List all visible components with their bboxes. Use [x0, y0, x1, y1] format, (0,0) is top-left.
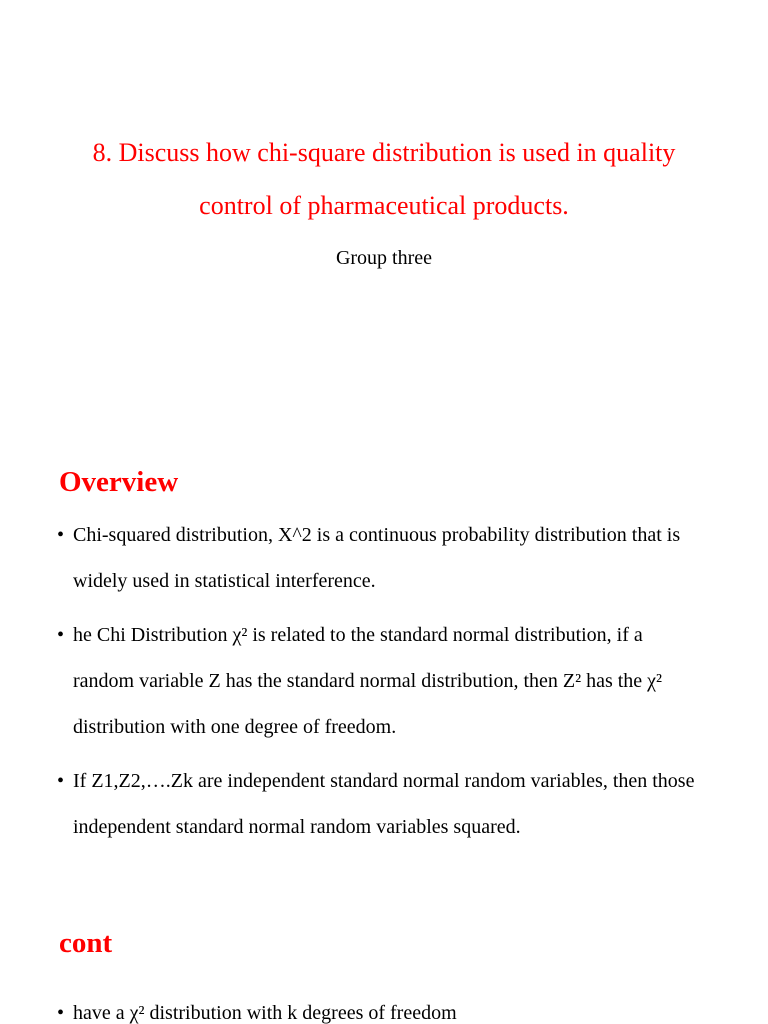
overview-bullet-text: Chi-squared distribution, X^2 is a continuous probability distribution that is widely used in statistical interference. — [73, 524, 681, 592]
cont-heading: cont — [59, 927, 113, 959]
overview-bullet-list — [57, 512, 707, 858]
overview-bullet-item — [57, 512, 707, 604]
bullet-icon: • — [57, 624, 65, 646]
overview-heading: Overview — [59, 466, 179, 498]
overview-bullet-item — [57, 758, 707, 850]
cont-bullet-list — [57, 990, 707, 1024]
bullet-icon: • — [57, 770, 65, 792]
slide-subtitle: Group three — [335, 247, 433, 269]
overview-bullet-item — [57, 612, 707, 750]
cont-bullet-item — [57, 990, 707, 1024]
bullet-icon: • — [57, 1002, 65, 1024]
overview-bullet-text: If Z1,Z2,….Zk are independent standard normal random variables, then those independent standard normal random variables squared. — [73, 770, 695, 838]
bullet-icon: • — [57, 524, 65, 546]
slide-title: 8. Discuss how chi-square distribution is used in quality control of pharmaceutical products. — [92, 138, 676, 220]
overview-bullet-text: he Chi Distribution χ² is related to the standard normal distribution, if a random variable Z has the standard normal distribution, then Z² has the χ² distribution with one degree of freedom. — [73, 624, 663, 738]
cont-bullet-text: have a χ² distribution with k degrees of freedom — [73, 1002, 457, 1024]
